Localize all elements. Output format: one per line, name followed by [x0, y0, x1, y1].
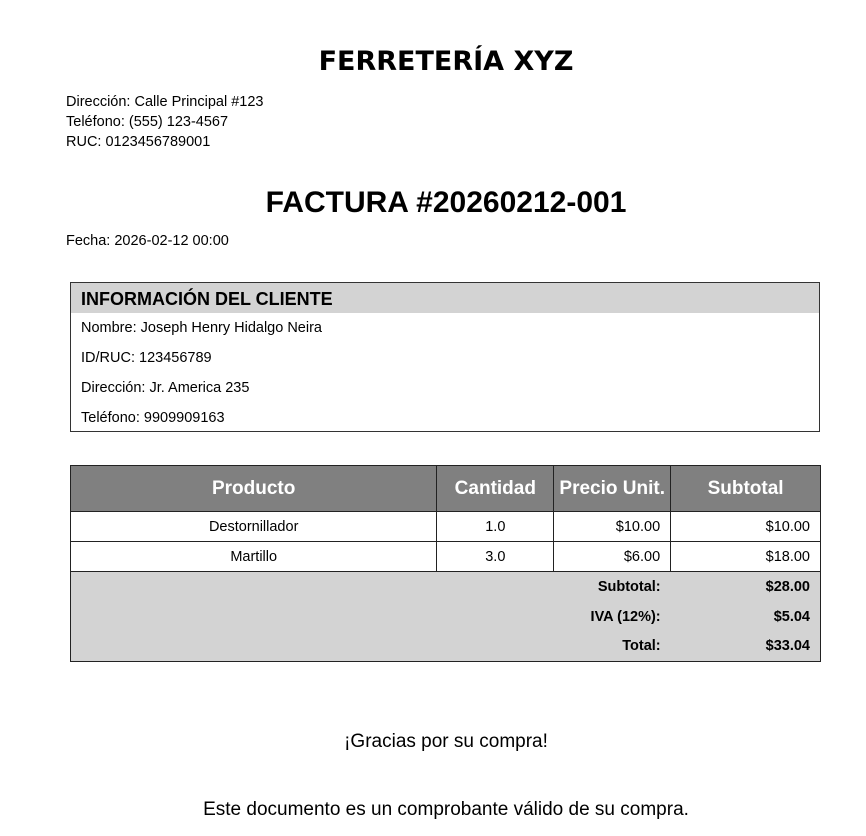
- invoice-date: Fecha: 2026-02-12 00:00: [66, 233, 229, 249]
- iva-value: $5.04: [671, 602, 821, 632]
- iva-label: IVA (12%):: [71, 602, 671, 632]
- subtotal-value: $28.00: [671, 572, 821, 602]
- cell-product: Martillo: [71, 542, 437, 572]
- items-table: [70, 465, 821, 662]
- cell-quantity: 1.0: [437, 512, 554, 542]
- table-header-row: [71, 466, 821, 512]
- cell-product: Destornillador: [71, 512, 437, 542]
- column-header-unit-price: Precio Unit.: [554, 466, 671, 512]
- cell-unit-price: $6.00: [554, 542, 671, 572]
- company-ruc: RUC: 0123456789001: [66, 134, 211, 150]
- client-name: Nombre: Joseph Henry Hidalgo Neira: [81, 320, 322, 336]
- total-label: Total:: [71, 632, 671, 662]
- column-header-subtotal: Subtotal: [671, 466, 821, 512]
- iva-row: [71, 602, 821, 632]
- cell-quantity: 3.0: [437, 542, 554, 572]
- thanks-message: ¡Gracias por su compra!: [344, 731, 548, 752]
- total-value: $33.04: [671, 632, 821, 662]
- client-info-header: INFORMACIÓN DEL CLIENTE: [71, 283, 819, 313]
- cell-subtotal: $10.00: [671, 512, 821, 542]
- client-phone: Teléfono: 9909909163: [81, 410, 225, 426]
- client-address: Dirección: Jr. America 235: [81, 380, 250, 396]
- column-header-product: Producto: [71, 466, 437, 512]
- column-header-quantity: Cantidad: [437, 466, 554, 512]
- invoice-title: FACTURA #20260212-001: [265, 186, 627, 219]
- subtotal-row: [71, 572, 821, 602]
- company-info: [66, 92, 263, 152]
- subtotal-label: Subtotal:: [71, 572, 671, 602]
- client-id: ID/RUC: 123456789: [81, 350, 212, 366]
- validity-note: Este documento es un comprobante válido de su compra.: [203, 799, 689, 820]
- table-row: [71, 542, 821, 572]
- total-row: [71, 632, 821, 662]
- client-info-box: [70, 282, 820, 432]
- company-name: FERRETERÍA XYZ: [318, 46, 574, 77]
- cell-unit-price: $10.00: [554, 512, 671, 542]
- table-row: [71, 512, 821, 542]
- company-address: Dirección: Calle Principal #123: [66, 94, 264, 110]
- company-phone: Teléfono: (555) 123-4567: [66, 114, 229, 130]
- cell-subtotal: $18.00: [671, 542, 821, 572]
